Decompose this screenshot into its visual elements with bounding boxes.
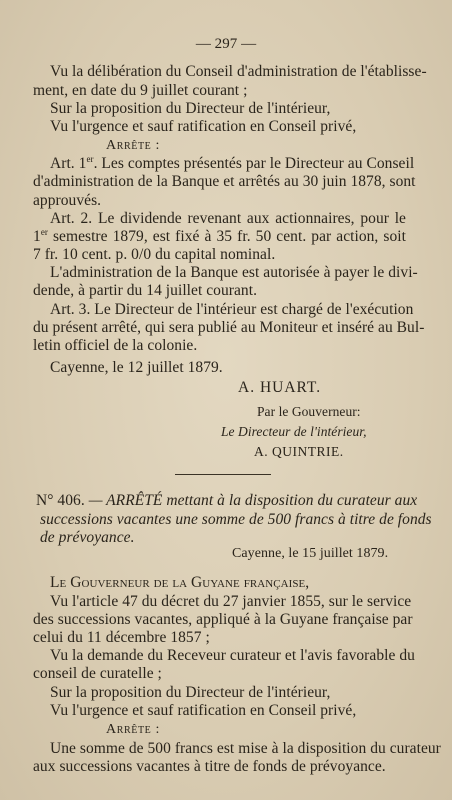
vu-line: Vu l'urgence et sauf ratification en Conseil privé, [50, 702, 357, 719]
vu-line: celui du 11 décembre 1857 ; [33, 629, 210, 646]
par-le-gouverneur: Par le Gouverneur: [257, 404, 361, 419]
directeur-name: A. QUINTRIE. [254, 444, 344, 459]
decree-title-line [36, 492, 418, 510]
arrete-heading: Arrête : [106, 138, 160, 153]
article-3-line: du présent arrêté, qui sera publié au Moniteur et inséré au Bul- [33, 319, 425, 336]
vu-line: des successions vacantes, appliqué à la Guyane française par [33, 611, 413, 628]
article-1-text: . Les comptes présentés par le Directeur au Conseil [93, 155, 415, 172]
preamble-line: Sur la proposition du Directeur de l'intérieur, [50, 100, 331, 117]
body-line: aux successions vacantes à titre de fonds de prévoyance. [33, 758, 386, 775]
article-1-sup: er [86, 153, 94, 164]
article-2-line: Art. 2. Le dividende revenant aux actionnaires, pour le [50, 210, 406, 227]
preamble-line: Vu l'urgence et sauf ratification en Conseil privé, [50, 118, 357, 135]
article-2-line: L'administration de la Banque est autorisée à payer le divi- [50, 264, 418, 281]
article-2-prefix: 1 [33, 228, 41, 245]
vu-line: Sur la proposition du Directeur de l'intérieur, [50, 684, 331, 701]
article-1-line: d'administration de la Banque et arrêtés au 30 juin 1878, sont [33, 173, 416, 190]
vu-line: Vu l'article 47 du décret du 27 janvier 1855, sur le service [50, 593, 412, 610]
article-1-prefix: Art. 1 [50, 155, 87, 172]
article-2-line: dende, à partir du 14 juillet courant. [33, 282, 257, 299]
article-2-text: semestre 1879, est fixé à 35 fr. 50 cent. par action, soit [47, 228, 406, 245]
vu-line: Vu la demande du Receveur curateur et l'avis favorable du [50, 647, 415, 664]
decree-title-text: — ARRÊTÉ mettant à la disposition du curateur aux [88, 492, 418, 509]
article-3-line: Art. 3. Le Directeur de l'intérieur est chargé de l'exécution [50, 301, 414, 318]
preamble-line: Vu la délibération du Conseil d'administration de l'établisse- [50, 63, 427, 80]
article-2-sup: er [40, 226, 48, 237]
body-line: Une somme de 500 francs est mise à la disposition du curateur [50, 740, 441, 757]
preamble-line: ment, en date du 9 juillet courant ; [33, 82, 248, 99]
decree-intro: Le Gouverneur de la Guyane française, [50, 574, 310, 591]
signatory: A. HUART. [238, 379, 322, 396]
section-divider [175, 474, 271, 475]
article-2-line: 7 fr. 10 cent. p. 0/0 du capital nominal. [33, 246, 276, 263]
article-2-line [33, 228, 406, 246]
arrete-heading: Arrête : [106, 722, 160, 737]
article-1-line: approuvés. [33, 192, 102, 209]
decree-number: N° 406. [36, 492, 85, 509]
place-date: Cayenne, le 12 juillet 1879. [50, 359, 223, 376]
decree-title-line: successions vacantes une somme de 500 francs à titre de fonds [40, 511, 432, 528]
decree-title-line: de prévoyance. [40, 529, 135, 546]
page-number: — 297 — [195, 36, 257, 52]
decree-date: Cayenne, le 15 juillet 1879. [232, 546, 389, 561]
vu-line: conseil de curatelle ; [33, 665, 162, 682]
directeur-title: Le Directeur de l'intérieur, [221, 424, 367, 439]
article-1-line [50, 153, 415, 173]
article-3-line: letin officiel de la colonie. [33, 337, 198, 354]
